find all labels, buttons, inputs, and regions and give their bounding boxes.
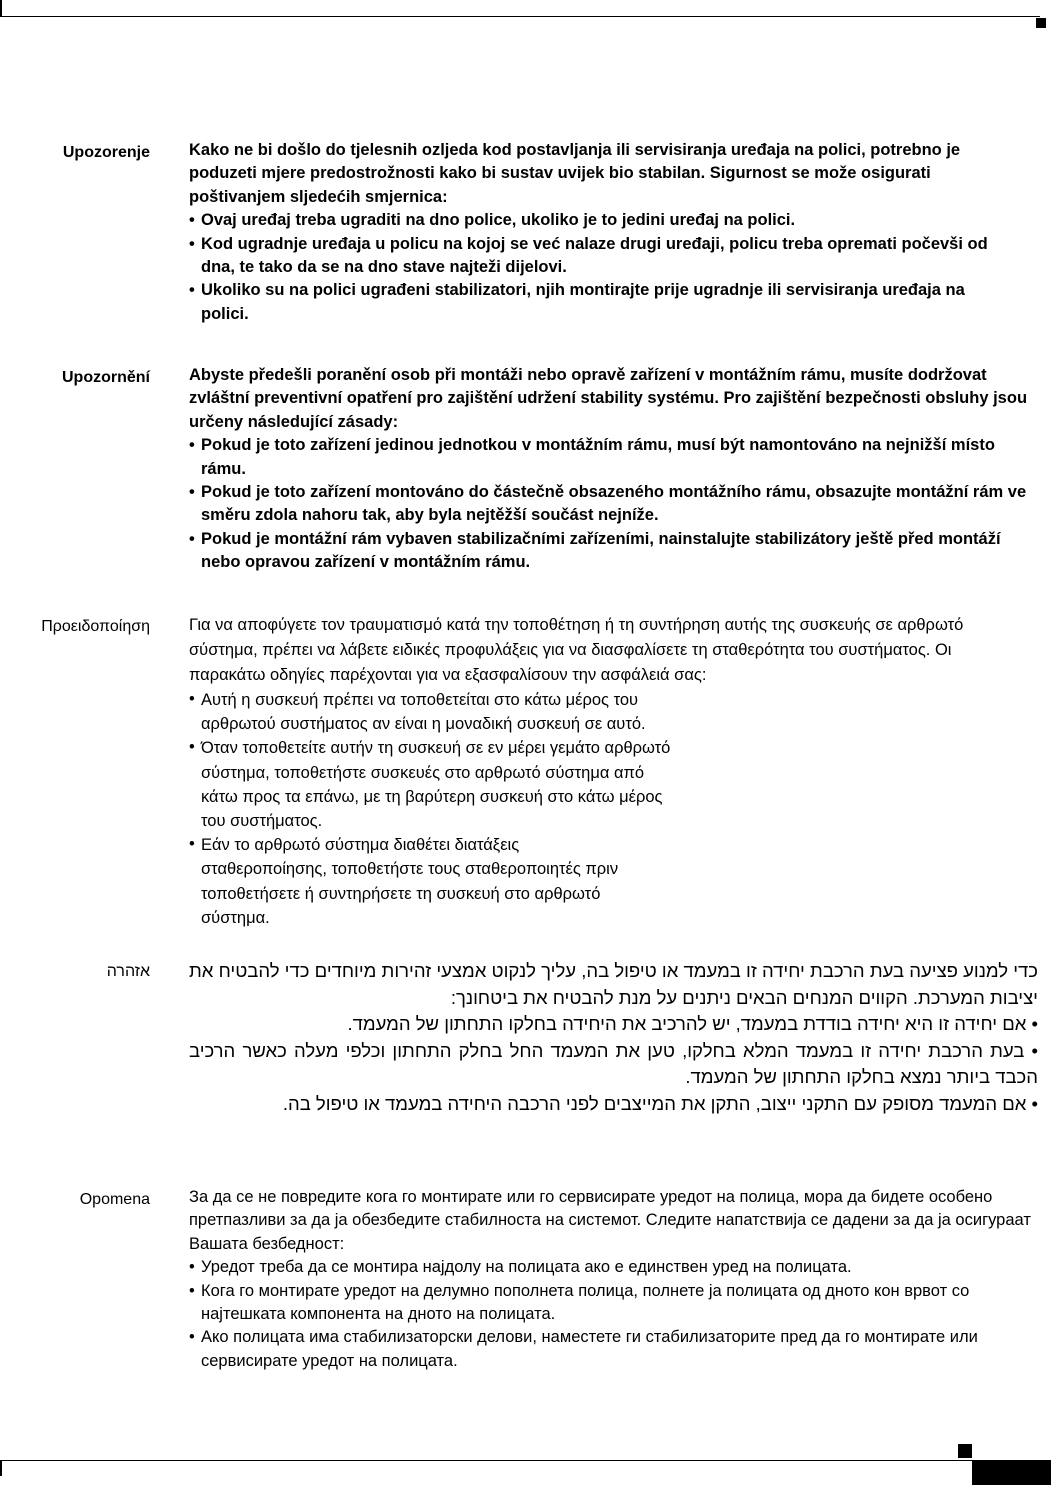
warning-bullet: • Ако полицата има стабилизаторски делови, наместете ги стабилизаторите пред да го монтирате или сервисирате уредот на полицата. — [189, 1328, 978, 1370]
footer-corner-mark — [958, 1444, 972, 1458]
warning-intro: За да се не повредите кога го монтирате или го сервисирате уредот на полица, мора да бидете особено претпазливи за да ја обезбедите стабилноста на системот. Следите напатствија се дадени за да ја осигураат Вашата безбедност: — [189, 1188, 1031, 1253]
warning-label: Upozorenje — [62, 144, 150, 161]
warning-bullet: • Уредот треба да се монтира најдолу на полицата ако е единствен уред на полицата. — [189, 1258, 852, 1277]
warning-bullet: • Όταν τοποθετείτε αυτήν τη συσκευή σε εν μέρει γεμάτο αρθρωτό σύστημα, τοποθετήστε συσκευές στο αρθρωτό σύστημα από κάτω προς τα επάνω, με τη βαρύτερη συσκευή στο κάτω μέρος του συστήματος. — [189, 738, 671, 831]
warning-bullet: • בעת הרכבת יחידה זו במעמד המלא בחלקו, טען את המעמד החל בחלק התחתון וכלפי מעלה כאשר הרכיב הכבד ביותר נמצא בחלקו התחתון של המעמד. — [189, 1039, 1038, 1088]
warning-label: Upozornění — [62, 369, 150, 386]
warning-body — [189, 613, 1019, 930]
warning-bullet: • Ovaj uređaj treba ugraditi na dno police, ukoliko je to jedini uređaj na polici. — [189, 211, 796, 230]
warning-bullet: • Ukoliko su na polici ugrađeni stabilizatori, njih montirajte prije ugradnje ili servisiranja uređaja na polici. — [189, 281, 965, 323]
warning-bullet: • Кога го монтирате уредот на делумно пополнета полица, полнете ја полицата од дното кон врвот со најтешката компонента на дното на полицата. — [189, 1281, 970, 1324]
footer-left-tick — [0, 1460, 2, 1476]
warning-body — [189, 1186, 1041, 1373]
warning-label: Προειδοποίηση — [41, 618, 150, 635]
warning-body — [189, 364, 1039, 575]
warning-bullet: • Pokud je toto zařízení montováno do částečně obsazeného montážního rámu, obsazujte montážní rám ve směru zdola nahoru tak, aby byla nejtěžší součást nejníže. — [189, 483, 1027, 525]
warning-bullet: • אם יחידה זו היא יחידה בודדת במעמד, יש להרכיב את היחידה בחלקו התחתון של המעמד. — [347, 1013, 1038, 1035]
warning-bullet: • Pokud je toto zařízení jedinou jednotkou v montážním rámu, musí být namontováno na nejnižší místo rámu. — [189, 436, 995, 478]
warning-intro: Kako ne bi došlo do tjelesnih ozljeda kod postavljanja ili servisiranja uređaja na polici, potrebno je poduzeti mjere predostrožnosti kako bi sustav uvijek bio stabilan. Sigurnost se može osigurati poštivanjem sljedećih smjernica: — [189, 141, 961, 206]
warning-bullet: • Kod ugradnje uređaja u policu na kojoj se već nalaze drugi uređaji, policu treba opremati počevši od dna, te tako da se na dno stave najteži dijelovi. — [189, 234, 988, 277]
footer-rule — [0, 1460, 972, 1461]
warning-intro: Για να αποφύγετε τον τραυματισμό κατά την τοποθέτηση ή τη συντήρηση αυτής της συσκευής σε αρθρωτό σύστημα, πρέπει να λάβετε ειδικές προφυλάξεις για να διασφαλίσετε τη σταθερότητα του συστήματος. Οι παρακάτω οδηγίες παρέχονται για να εξασφαλίσουν την ασφάλειά σας: — [189, 616, 964, 684]
warning-intro: Abyste předešli poranění osob při montáži nebo opravě zařízení v montážním rámu, musíte dodržovat zvláštní preventivní opatření pro zajištění udržení stability systému. Pro zajištění bezpečnosti obsluhy jsou určeny následující zásady: — [189, 366, 1028, 431]
warning-bullet: • Εάν το αρθρωτό σύστημα διαθέτει διατάξεις σταθεροποίησης, τοποθετήστε τους σταθεροποιητές πριν τοποθετήσετε ή συντηρήσετε τη συσκευή στο αρθρωτό σύστημα. — [189, 835, 619, 927]
header-left-tick — [0, 0, 2, 17]
warning-label: Opomena — [79, 1191, 150, 1208]
warning-label: אזהרה — [106, 963, 150, 980]
warning-intro: כדי למנוע פציעה בעת הרכבת יחידה זו במעמד או טיפול בה, עליך לנקוט אמצעי זהירות מיוחדים כדי להבטיח את יציבות המערכת. הקווים המנחים הבאים ניתנים על מנת להבטיח את ביטחונך: — [189, 960, 1038, 1008]
warning-body — [189, 139, 1031, 326]
page-tab — [972, 1460, 1051, 1485]
warning-bullet: • Αυτή η συσκευή πρέπει να τοποθετείται στο κάτω μέρος του αρθρωτού συστήματος αν είναι η μοναδική συσκευή σε αυτό. — [189, 690, 646, 734]
warning-bullet: • אם המעמד מסופק עם התקני ייצוב, התקן את המייצבים לפני הרכבה היחידה במעמד או טיפול בה. — [282, 1092, 1038, 1114]
warning-bullet: • Pokud je montážní rám vybaven stabilizačními zařízeními, nainstalujte stabilizátory ještě před montáží nebo opravou zařízení v montážním rámu. — [189, 529, 1001, 572]
header-corner-mark — [1036, 18, 1046, 28]
warning-body — [189, 958, 1038, 1118]
header-rule — [0, 16, 1040, 17]
